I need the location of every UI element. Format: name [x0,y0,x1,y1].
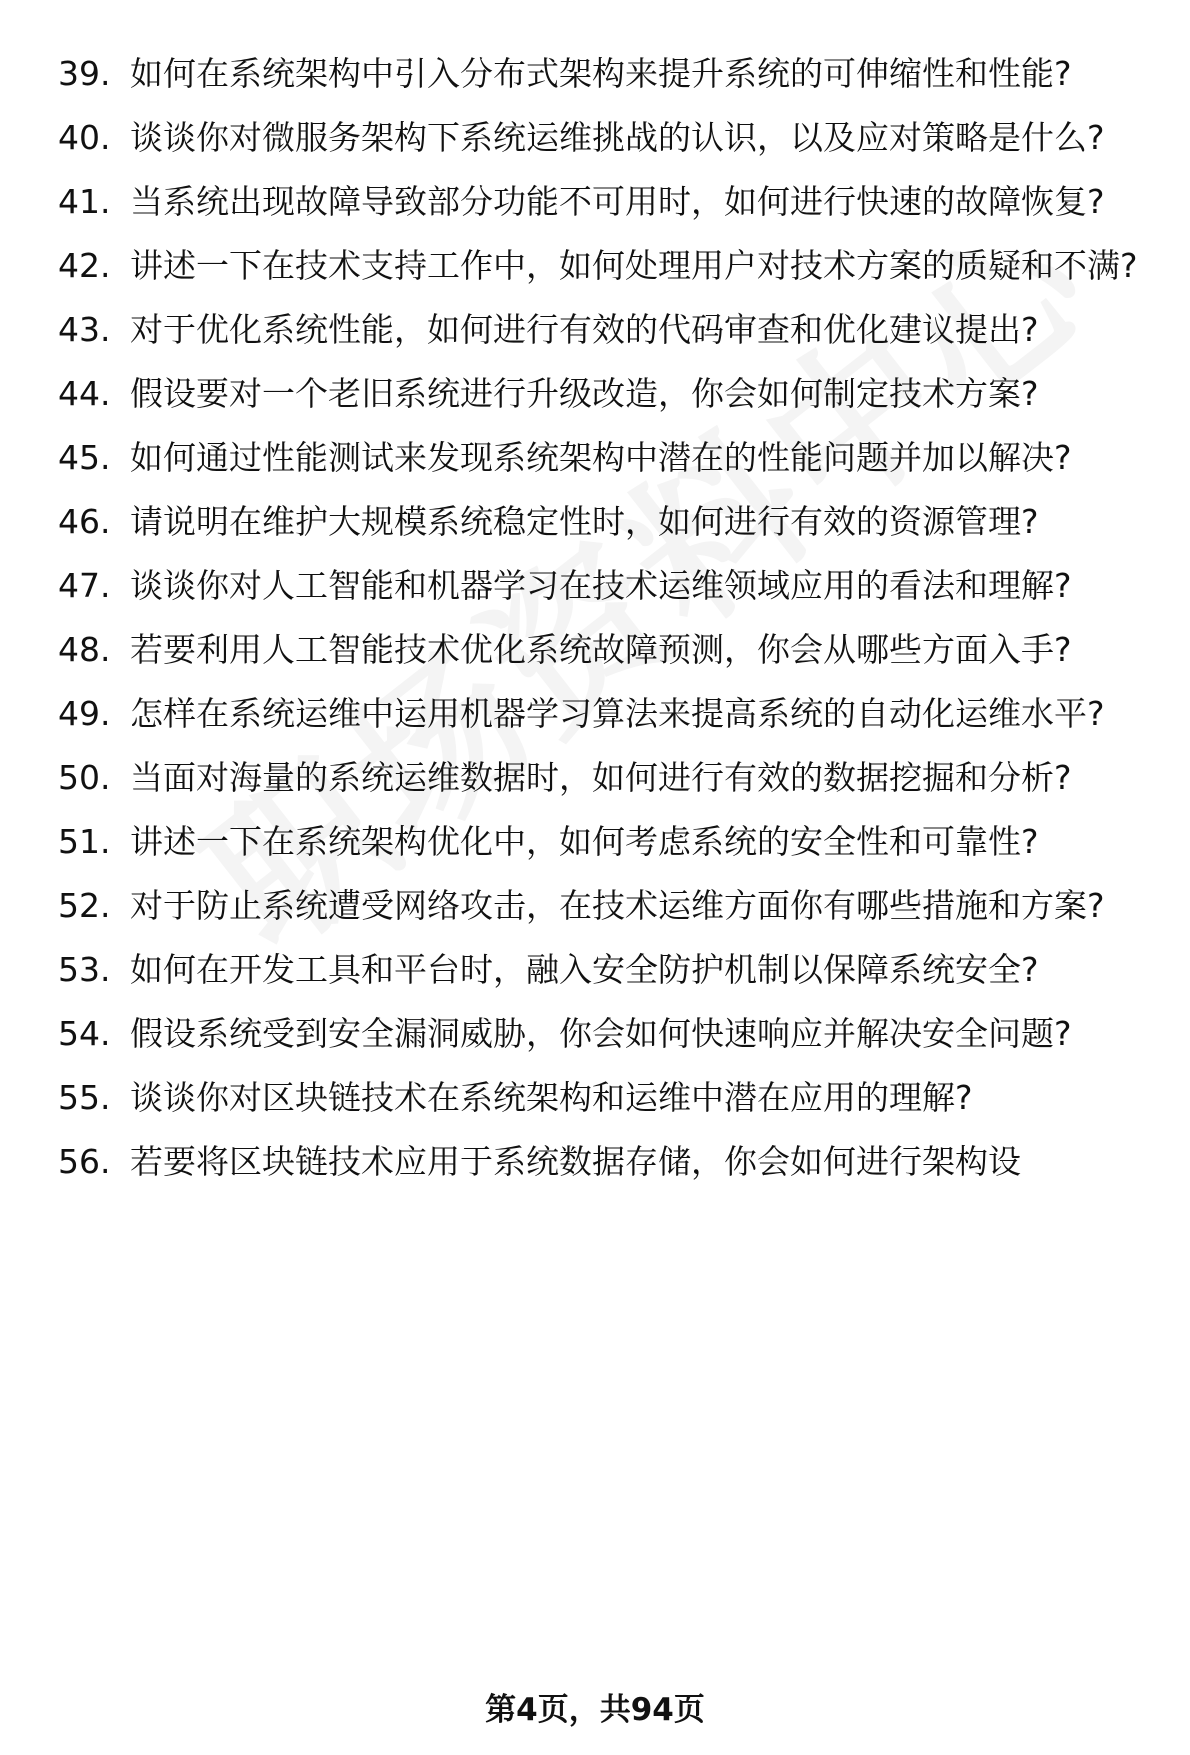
question-item [0,308,1190,351]
question-number: 55. [58,1078,111,1117]
question-number: 56. [58,1142,111,1181]
question-number: 43. [58,310,111,349]
question-item [0,692,1190,735]
question-item [0,756,1190,799]
question-text: 对于防止系统遭受网络攻击，在技术运维方面你有哪些措施和方案? [130,886,1105,925]
question-text: 讲述一下在技术支持工作中，如何处理用户对技术方案的质疑和不满? [130,246,1138,285]
question-item [0,500,1190,543]
question-item [0,1076,1190,1119]
question-text: 当系统出现故障导致部分功能不可用时，如何进行快速的故障恢复? [130,182,1105,221]
question-text: 如何在系统架构中引入分布式架构来提升系统的可伸缩性和性能? [130,54,1072,93]
question-item [0,180,1190,223]
question-text: 如何在开发工具和平台时，融入安全防护机制以保障系统安全? [130,950,1039,989]
question-number: 45. [58,438,111,477]
question-text: 怎样在系统运维中运用机器学习算法来提高系统的自动化运维水平? [130,694,1105,733]
question-number: 47. [58,566,111,605]
question-number: 52. [58,886,111,925]
question-item [0,820,1190,863]
question-text: 假设系统受到安全漏洞威胁，你会如何快速响应并解决安全问题? [130,1014,1072,1053]
question-number: 51. [58,822,111,861]
question-text: 谈谈你对区块链技术在系统架构和运维中潜在应用的理解? [130,1078,973,1117]
question-item [0,52,1190,95]
question-number: 46. [58,502,111,541]
question-number: 53. [58,950,111,989]
question-item [0,1140,1190,1183]
question-text: 如何通过性能测试来发现系统架构中潜在的性能问题并加以解决? [130,438,1072,477]
question-item [0,372,1190,415]
question-number: 44. [58,374,111,413]
question-number: 39. [58,54,111,93]
question-item [0,244,1190,287]
question-text: 对于优化系统性能，如何进行有效的代码审查和优化建议提出? [130,310,1039,349]
question-number: 48. [58,630,111,669]
page-footer: 第4页，共94页 [485,1692,705,1728]
question-number: 41. [58,182,111,221]
question-text: 请说明在维护大规模系统稳定性时，如何进行有效的资源管理? [130,502,1039,541]
question-item [0,884,1190,927]
question-item [0,436,1190,479]
question-text: 若要将区块链技术应用于系统数据存储，你会如何进行架构设 [130,1142,1021,1181]
question-text: 当面对海量的系统运维数据时，如何进行有效的数据挖掘和分析? [130,758,1072,797]
question-text: 讲述一下在系统架构优化中，如何考虑系统的安全性和可靠性? [130,822,1039,861]
question-number: 49. [58,694,111,733]
question-item [0,628,1190,671]
question-list [0,52,1190,1204]
question-item [0,116,1190,159]
question-text: 若要利用人工智能技术优化系统故障预测，你会从哪些方面入手? [130,630,1072,669]
question-item [0,564,1190,607]
question-item [0,1012,1190,1055]
question-item [0,948,1190,991]
question-number: 42. [58,246,111,285]
question-number: 40. [58,118,111,157]
question-text: 假设要对一个老旧系统进行升级改造，你会如何制定技术方案? [130,374,1039,413]
question-text: 谈谈你对人工智能和机器学习在技术运维领域应用的看法和理解? [130,566,1072,605]
question-number: 50. [58,758,111,797]
question-number: 54. [58,1014,111,1053]
question-text: 谈谈你对微服务架构下系统运维挑战的认识，以及应对策略是什么? [130,118,1105,157]
